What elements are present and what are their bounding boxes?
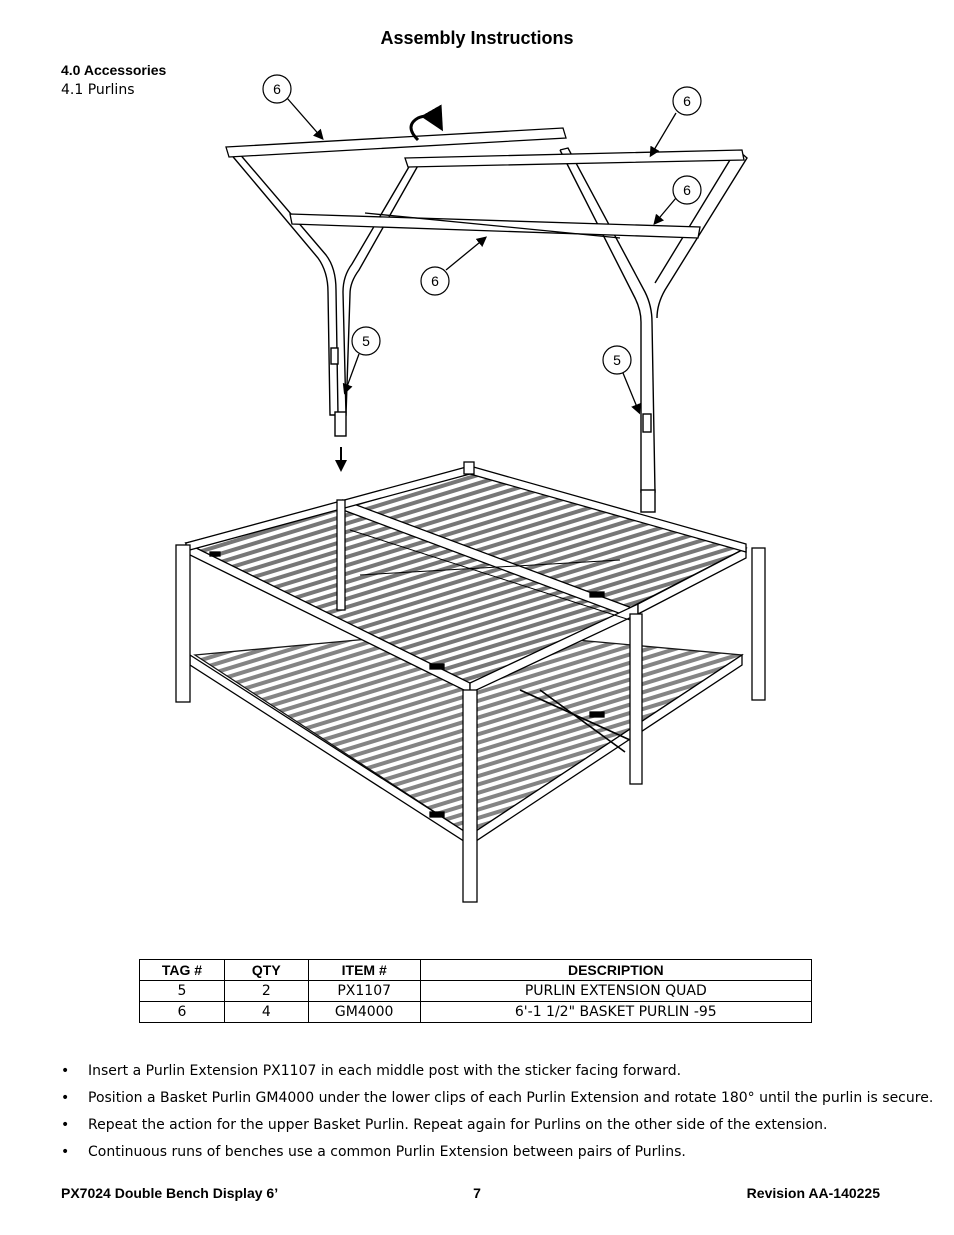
table-row [140,981,812,1002]
callout-6-middle-right [673,176,701,204]
svg-text:5: 5 [362,333,370,349]
instruction-text: Position a Basket Purlin GM4000 under the lower clips of each Purlin Extension and rotate 180° until the purlin is secure. [88,1090,934,1106]
bullet-icon: • [61,1144,70,1160]
callout-5-left [352,327,380,355]
column-header-description: DESCRIPTION [420,960,811,981]
callout-6-top-left [263,75,291,103]
svg-text:6: 6 [273,81,281,97]
list-item [60,1112,920,1139]
bullet-icon: • [61,1063,70,1079]
column-header-tag: TAG # [140,960,225,981]
callout-6-lower [421,267,449,295]
callout-6-top-right [673,87,701,115]
instruction-list [60,1058,934,1166]
cell-qty: 4 [224,1002,308,1023]
parts-table-header [140,960,812,981]
down-arrow-icon [335,447,347,472]
parts-table [139,959,812,1023]
instruction-text: Insert a Purlin Extension PX1107 in each middle post with the sticker facing forward. [88,1063,682,1079]
subsection-heading: 4.1 Purlins [61,82,135,98]
cell-item: PX1107 [308,981,420,1002]
bullet-icon: • [61,1090,70,1106]
column-header-qty: QTY [224,960,308,981]
cell-description: 6'-1 1/2" BASKET PURLIN -95 [420,1002,811,1023]
instruction-text: Repeat the action for the upper Basket Purlin. Repeat again for Purlins on the other side of the extension. [88,1117,828,1133]
footer-document-title: PX7024 Double Bench Display 6’ [61,1185,279,1201]
list-item [60,1139,920,1166]
cell-qty: 2 [224,981,308,1002]
cell-tag: 5 [140,981,225,1002]
column-header-item: ITEM # [308,960,420,981]
table-row [140,1002,812,1023]
purlin-extension-left [229,152,420,436]
svg-text:6: 6 [431,273,439,289]
footer-revision: Revision AA-140225 [746,1185,880,1201]
svg-text:6: 6 [683,182,691,198]
bullet-icon: • [61,1117,70,1133]
cell-tag: 6 [140,1002,225,1023]
section-heading: 4.0 Accessories [61,62,167,78]
svg-text:6: 6 [683,93,691,109]
callout-5-right [603,346,631,374]
instruction-text: Continuous runs of benches use a common Purlin Extension between pairs of Purlins. [88,1144,686,1160]
list-item [60,1058,920,1085]
list-item [60,1085,934,1112]
svg-text:5: 5 [613,352,621,368]
cell-description: PURLIN EXTENSION QUAD [420,981,811,1002]
cell-item: GM4000 [308,1002,420,1023]
page-title: Assembly Instructions [380,28,574,48]
double-bench [176,462,765,902]
basket-purlins [226,128,744,238]
page-number: 7 [473,1185,481,1201]
purlin-extension-right [560,148,747,512]
